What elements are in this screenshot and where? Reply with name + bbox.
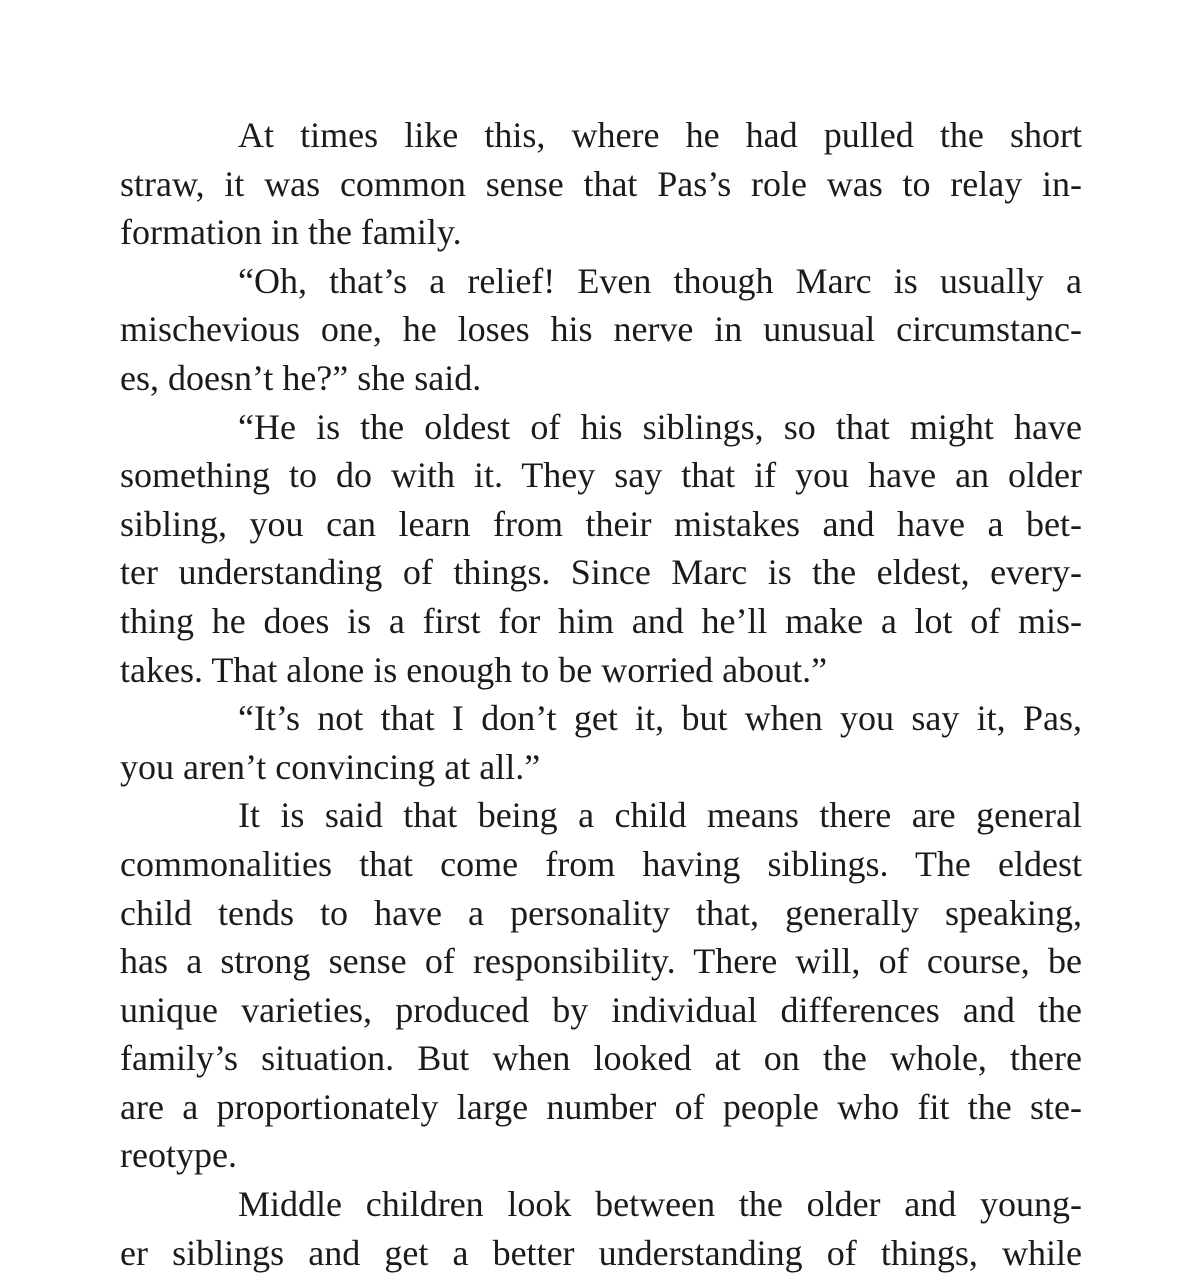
text-line: mischevious one, he loses his nerve in unusual circumstanc- bbox=[120, 309, 1082, 350]
text-line: you aren’t convincing at all.” bbox=[120, 746, 541, 787]
text-line: family’s situation. But when looked at on the whole, there bbox=[120, 1038, 1082, 1079]
text-line: “Oh, that’s a relief! Even though Marc is usually a bbox=[238, 260, 1082, 301]
text-line: something to do with it. They say that if you have an older bbox=[120, 455, 1082, 496]
text-line: thing he does is a first for him and he’ll make a lot of mis- bbox=[120, 600, 1082, 641]
text-line: unique varieties, produced by individual differences and the bbox=[120, 989, 1082, 1030]
text-line: “It’s not that I don’t get it, but when you say it, Pas, bbox=[238, 698, 1082, 739]
text-line: has a strong sense of responsibility. There will, of course, be bbox=[120, 941, 1082, 982]
text-line: At times like this, where he had pulled the short bbox=[238, 115, 1082, 155]
text-line: straw, it was common sense that Pas’s role was to relay in- bbox=[120, 163, 1082, 204]
text-line: reotype. bbox=[120, 1135, 237, 1176]
text-line: sibling, you can learn from their mistakes and have a bet- bbox=[120, 503, 1082, 544]
text-line: takes. That alone is enough to be worried about.” bbox=[120, 649, 828, 690]
text-line: commonalities that come from having siblings. The eldest bbox=[120, 843, 1082, 884]
text-line: ter understanding of things. Since Marc is the eldest, every- bbox=[120, 552, 1082, 593]
text-line: es, doesn’t he?” she said. bbox=[120, 357, 482, 398]
text-line: “He is the oldest of his siblings, so that might have bbox=[238, 406, 1082, 447]
text-line: er siblings and get a better understanding of things, while bbox=[120, 1232, 1082, 1273]
text-line: formation in the family. bbox=[120, 212, 462, 253]
body-text bbox=[120, 111, 1082, 1277]
text-line: It is said that being a child means there are general bbox=[238, 795, 1082, 836]
text-line: are a proportionately large number of people who fit the ste- bbox=[120, 1086, 1082, 1127]
text-line: child tends to have a personality that, generally speaking, bbox=[120, 892, 1082, 933]
text-line: Middle children look between the older and young- bbox=[238, 1184, 1082, 1225]
